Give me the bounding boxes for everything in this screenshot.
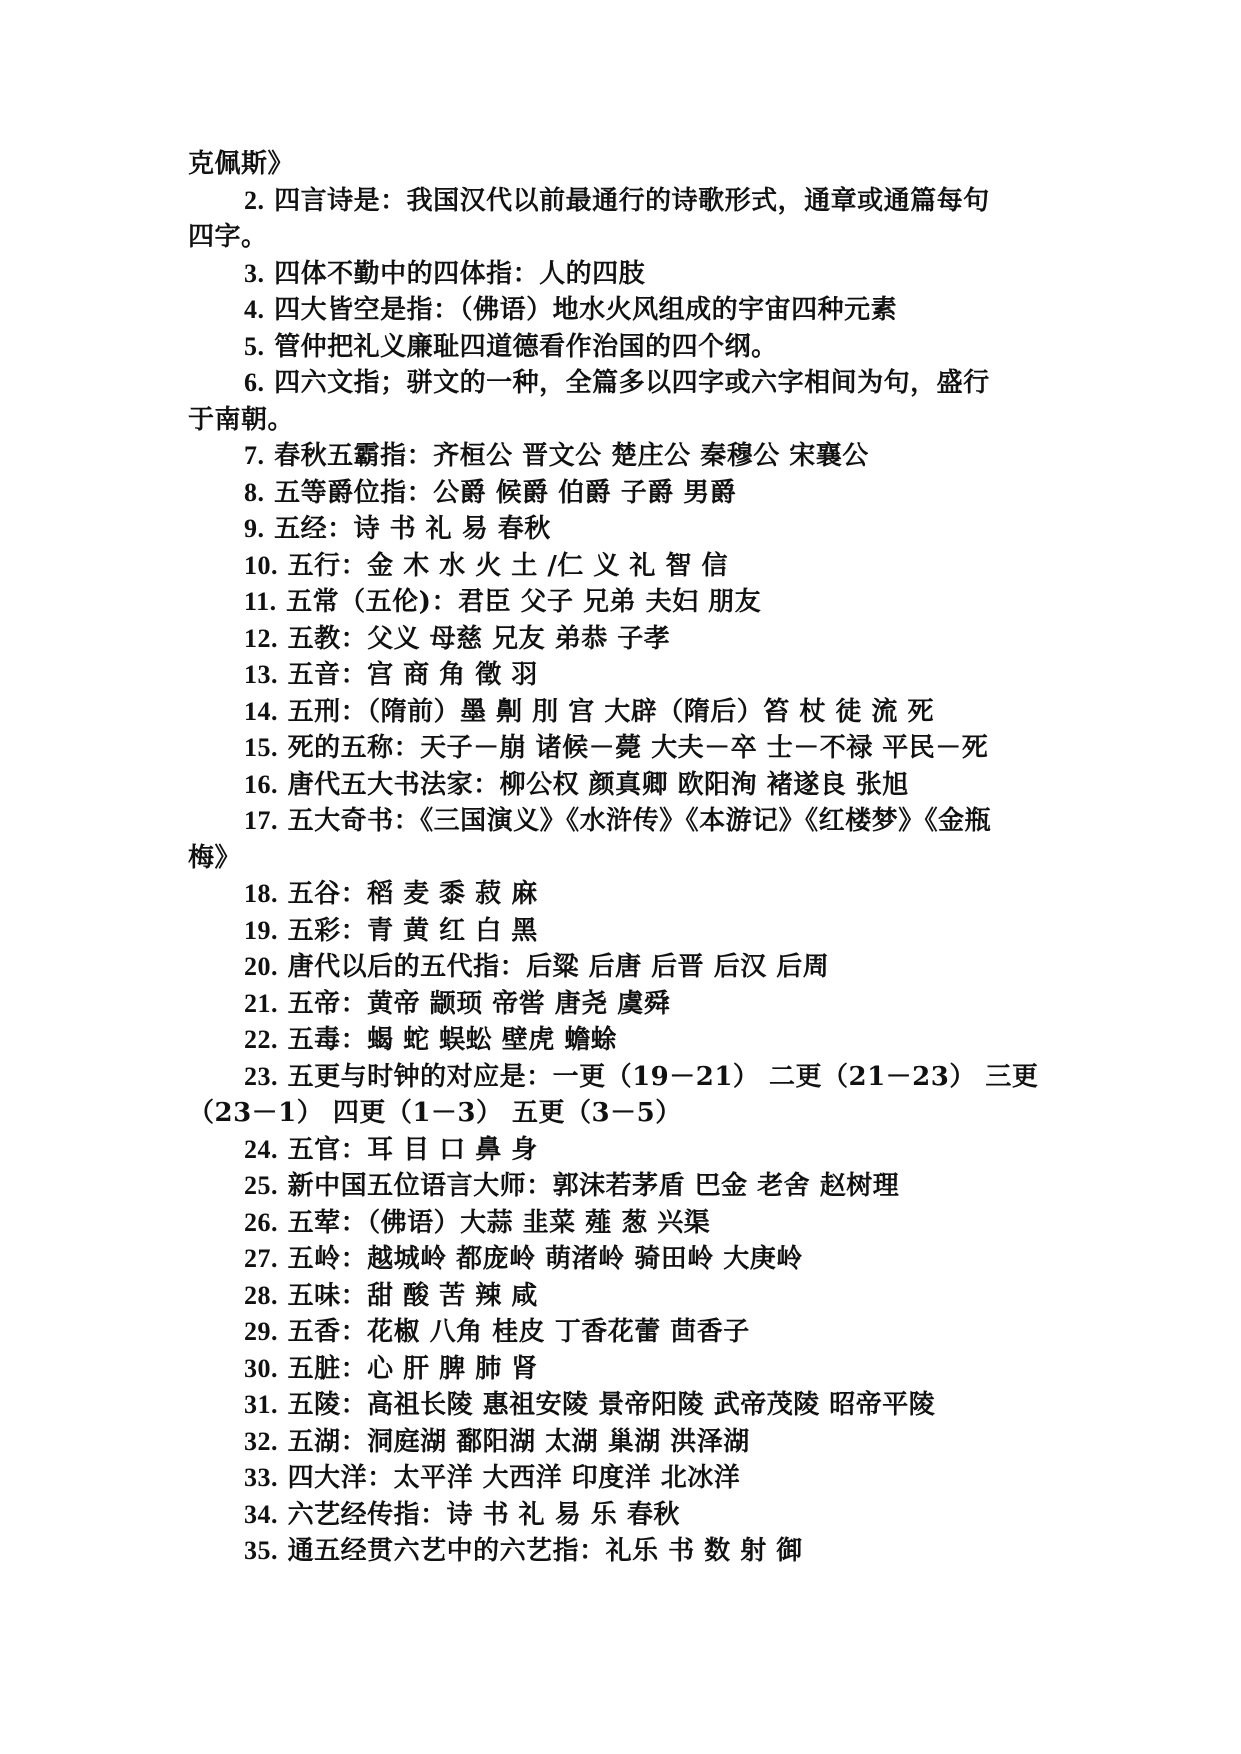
list-item: 2. 四言诗是：我国汉代以前最通行的诗歌形式，通章或通篇每句 (244, 185, 990, 216)
list-item: 8. 五等爵位指：公爵 候爵 伯爵 子爵 男爵 (244, 477, 737, 508)
list-item: 27. 五岭：越城岭 都庞岭 萌渚岭 骑田岭 大庚岭 (244, 1244, 803, 1274)
list-item: 14. 五刑：（隋前）墨 劓 刖 宫 大辟（隋后）笞 杖 徒 流 死 (244, 696, 934, 727)
list-item: 11. 五常（五伦)：君臣 父子 兄弟 夫妇 朋友 (244, 587, 762, 617)
text-line: 克佩斯》 (188, 149, 295, 179)
list-item: 33. 四大洋：太平洋 大西洋 印度洋 北冰洋 (244, 1463, 741, 1493)
list-item: 28. 五味：甜 酸 苦 辣 咸 (244, 1280, 538, 1311)
list-item: 32. 五湖：洞庭湖 鄱阳湖 太湖 巢湖 洪泽湖 (244, 1426, 750, 1457)
list-item: 31. 五陵：高祖长陵 惠祖安陵 景帝阳陵 武帝茂陵 昭帝平陵 (244, 1390, 936, 1420)
list-item: 24. 五官：耳 目 口 鼻 身 (244, 1134, 538, 1165)
list-item: 26. 五荤：（佛语）大蒜 韭菜 薤 葱 兴渠 (244, 1207, 711, 1238)
list-item: 13. 五音：宫 商 角 徵 羽 (244, 660, 538, 690)
list-item: 5. 管仲把礼义廉耻四道德看作治国的四个纲。 (244, 331, 778, 362)
list-item: 20. 唐代以后的五代指：后粱 后唐 后晋 后汉 后周 (244, 952, 830, 982)
list-item: 25. 新中国五位语言大师：郭沫若茅盾 巴金 老舍 赵树理 (244, 1171, 900, 1201)
list-item: 7. 春秋五霸指：齐桓公 晋文公 楚庄公 秦穆公 宋襄公 (244, 441, 869, 471)
list-item: 29. 五香：花椒 八角 桂皮 丁香花蕾 茴香子 (244, 1317, 750, 1347)
text-line: 四字。 (188, 222, 268, 252)
text-line: （23－1） 四更（1－3） 五更（3－5） (188, 1098, 682, 1128)
list-item: 19. 五彩：青 黄 红 白 黑 (244, 915, 538, 946)
list-item: 30. 五脏：心 肝 脾 肺 肾 (244, 1353, 538, 1384)
list-item: 6. 四六文指；骈文的一种，全篇多以四字或六字相间为句，盛行 (244, 368, 990, 398)
text-line: 于南朝。 (188, 404, 295, 435)
list-item: 22. 五毒：蝎 蛇 蜈蚣 壁虎 蟾蜍 (244, 1025, 618, 1055)
list-item: 34. 六艺经传指：诗 书 礼 易 乐 春秋 (244, 1499, 680, 1530)
list-item: 16. 唐代五大书法家：柳公权 颜真卿 欧阳洵 褚遂良 张旭 (244, 769, 909, 800)
list-item: 4. 四大皆空是指：（佛语）地水火风组成的宇宙四种元素 (244, 295, 898, 325)
list-item: 10. 五行：金 木 水 火 土 /仁 义 礼 智 信 (244, 550, 729, 581)
list-item: 23. 五更与时钟的对应是：一更（19－21） 二更（21－23） 三更 (244, 1061, 1039, 1092)
document-page (188, 146, 1058, 1570)
list-item: 3. 四体不勤中的四体指：人的四肢 (244, 258, 646, 289)
list-item: 18. 五谷：稻 麦 黍 菽 麻 (244, 879, 538, 909)
list-item: 12. 五教：父义 母慈 兄友 弟恭 子孝 (244, 623, 671, 654)
list-item: 9. 五经：诗 书 礼 易 春秋 (244, 514, 551, 544)
text-line: 梅》 (188, 842, 242, 873)
list-item: 15. 死的五称：天子－崩 诸候－薨 大夫－卒 士－不禄 平民－死 (244, 733, 989, 763)
list-item: 21. 五帝：黄帝 颛顼 帝喾 唐尧 虞舜 (244, 988, 671, 1019)
list-item: 17. 五大奇书：《三国演义》《水浒传》《本游记》《红楼梦》《金瓶 (244, 806, 992, 836)
list-item: 35. 通五经贯六艺中的六艺指：礼乐 书 数 射 御 (244, 1536, 803, 1566)
